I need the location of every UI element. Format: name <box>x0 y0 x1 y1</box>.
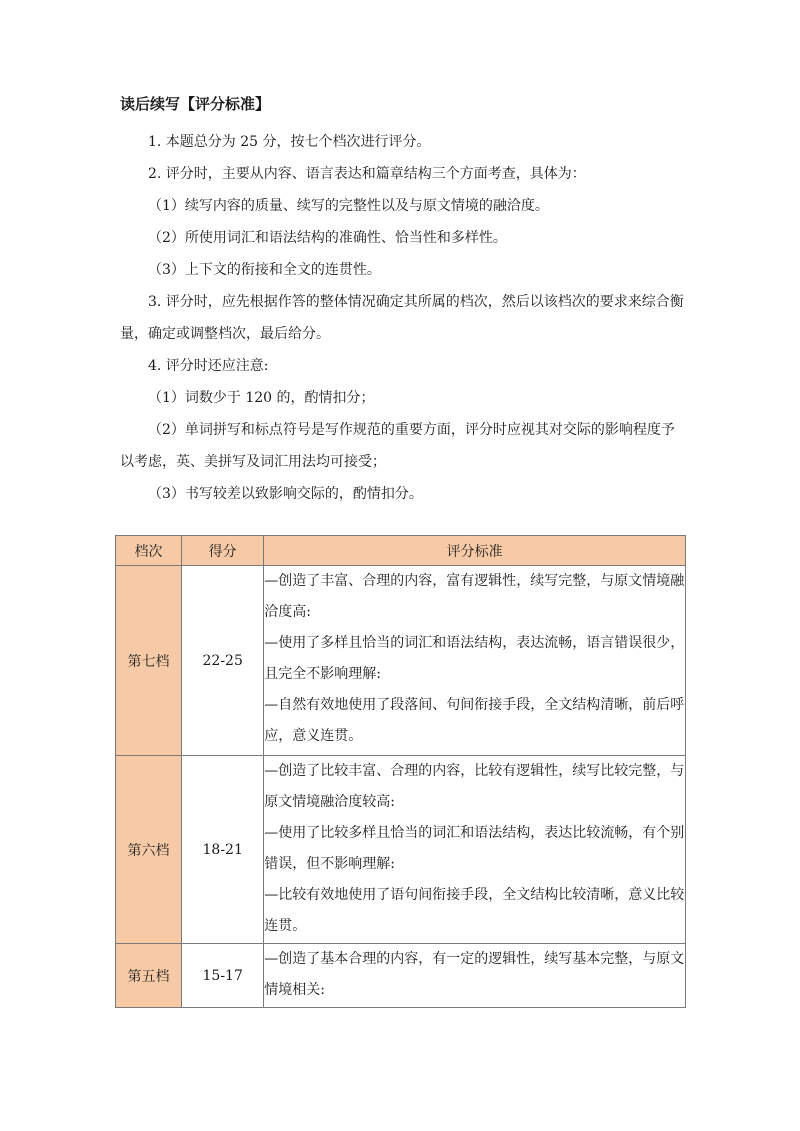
header-score: 得分 <box>182 536 264 566</box>
section-title: 读后续写【评分标准】 <box>120 95 271 113</box>
criteria-line: —自然有效地使用了段落间、句间衔接手段，全文结构清晰，前后呼应，意义连贯。 <box>264 697 685 744</box>
paragraph-aspects: 2. 评分时，主要从内容、语言表达和篇章结构三个方面考查，具体为： <box>148 166 586 182</box>
header-level: 档次 <box>116 536 182 566</box>
criteria-cell <box>264 944 686 1008</box>
criteria-line: —比较有效地使用了语句间衔接手段，全文结构比较清晰，意义比较连贯。 <box>264 887 685 934</box>
paragraph-aspect-content: （1）续写内容的质量、续写的完整性以及与原文情境的融洽度。 <box>148 198 549 214</box>
table-header-row <box>116 536 686 566</box>
table-row <box>116 566 686 756</box>
paragraph-aspect-language: （2）所使用词汇和语法结构的准确性、恰当性和多样性。 <box>148 230 507 246</box>
score-cell: 22-25 <box>182 566 264 756</box>
paragraph-note-spelling: （2）单词拼写和标点符号是写作规范的重要方面，评分时应视其对交际的影响程度予以考虑，英、美拼写及词汇用法均可接受； <box>120 422 675 470</box>
score-cell: 18-21 <box>182 756 264 944</box>
paragraph-total-score: 1. 本题总分为 25 分，按七个档次进行评分。 <box>148 134 431 150</box>
level-cell: 第五档 <box>116 944 182 1008</box>
table-row <box>116 756 686 944</box>
score-cell: 15-17 <box>182 944 264 1008</box>
paragraph-note-word-count: （1）词数少于 120 的，酌情扣分； <box>148 390 375 406</box>
criteria-line: —创造了基本合理的内容，有一定的逻辑性，续写基本完整，与原文情境相关: <box>264 951 685 998</box>
criteria-line: —使用了比较多样且恰当的词汇和语法结构，表达比较流畅，有个别错误，但不影响理解: <box>264 825 685 872</box>
criteria-line: —创造了比较丰富、合理的内容，比较有逻辑性，续写比较完整，与原文情境融洽度较高: <box>264 763 685 810</box>
paragraph-grading-procedure: 3. 评分时，应先根据作答的整体情况确定其所属的档次，然后以该档次的要求来综合衡量，确定或调整档次，最后给分。 <box>120 294 684 342</box>
paragraph-note-handwriting: （3）书写较差以致影响交际的，酌情扣分。 <box>148 486 423 502</box>
paragraph-aspect-structure: （3）上下文的衔接和全文的连贯性。 <box>148 262 381 278</box>
paragraph-notes-heading: 4. 评分时还应注意: <box>148 358 269 374</box>
rubric-table <box>115 535 686 1008</box>
level-cell: 第七档 <box>116 566 182 756</box>
level-cell: 第六档 <box>116 756 182 944</box>
table-row <box>116 944 686 1008</box>
criteria-cell <box>264 566 686 756</box>
criteria-line: —使用了多样且恰当的词汇和语法结构，表达流畅，语言错误很少，且完全不影响理解: <box>264 635 685 682</box>
criteria-line: —创造了丰富、合理的内容，富有逻辑性，续写完整，与原文情境融洽度高: <box>264 573 685 620</box>
criteria-cell <box>264 756 686 944</box>
header-criteria: 评分标准 <box>264 536 686 566</box>
